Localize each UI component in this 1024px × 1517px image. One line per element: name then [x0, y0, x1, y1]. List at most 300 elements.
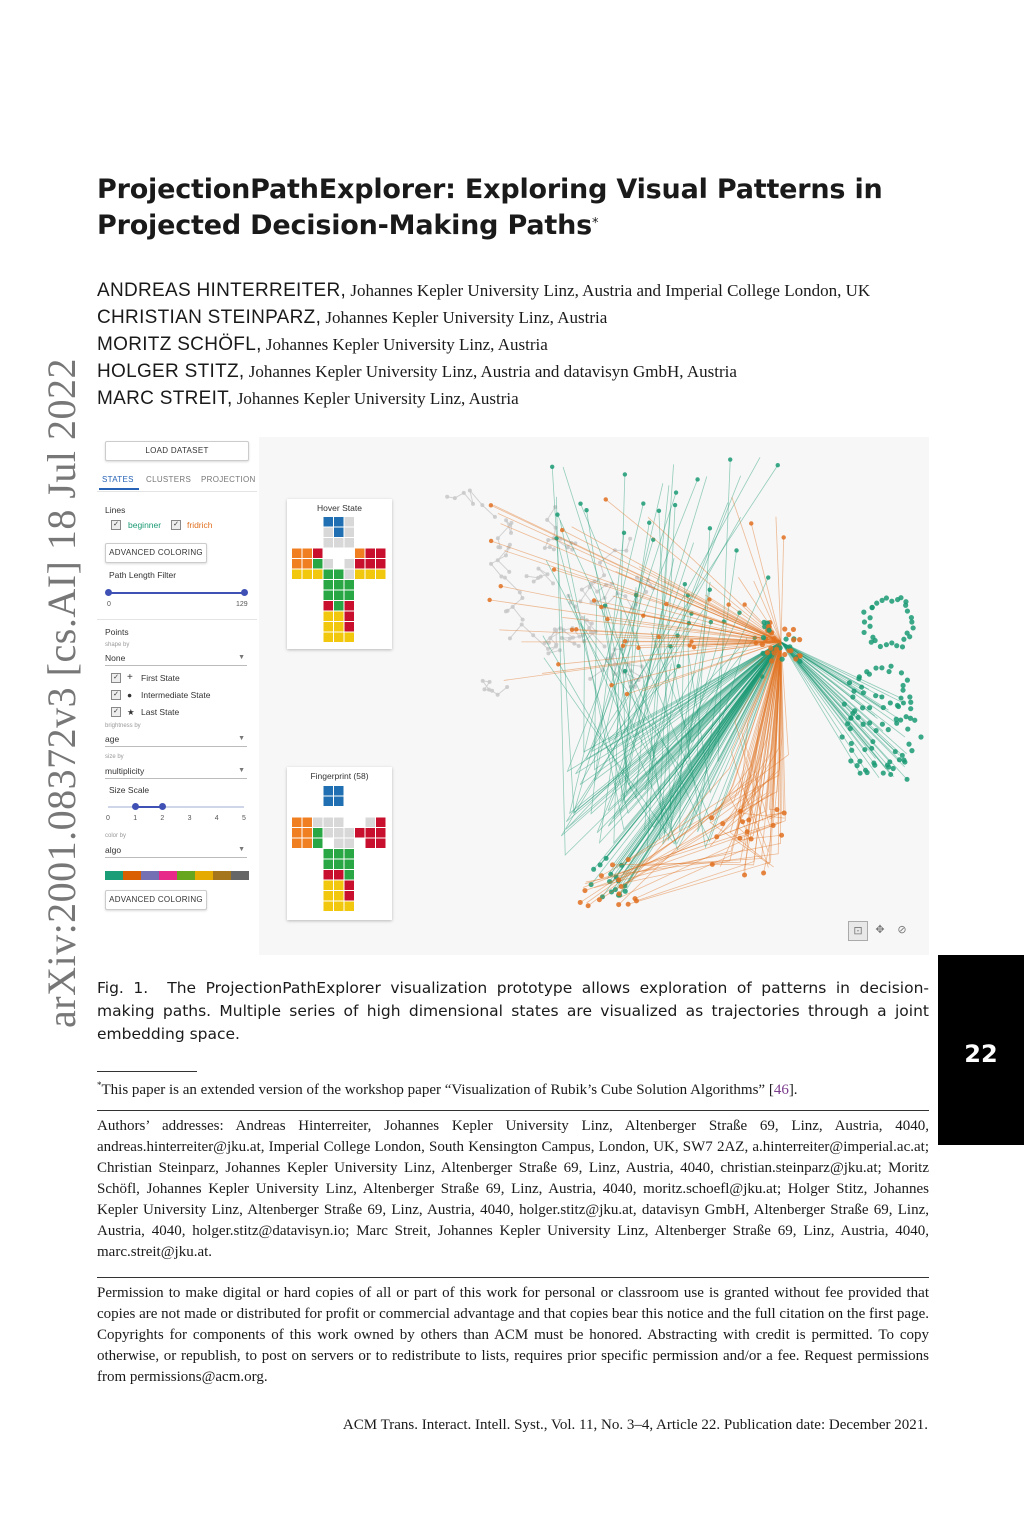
cube-sticker: [334, 849, 344, 859]
state-point[interactable]: [604, 497, 608, 501]
load-dataset-button[interactable]: LOAD DATASET: [105, 441, 249, 461]
state-point[interactable]: [481, 679, 485, 683]
state-point[interactable]: [761, 635, 766, 640]
state-point[interactable]: [619, 884, 624, 889]
state-point[interactable]: [900, 753, 905, 758]
state-point[interactable]: [582, 888, 587, 893]
state-point[interactable]: [911, 625, 916, 630]
state-point[interactable]: [786, 632, 791, 637]
state-point[interactable]: [889, 599, 894, 604]
state-point[interactable]: [599, 605, 603, 609]
state-point[interactable]: [873, 665, 878, 670]
state-point[interactable]: [546, 651, 550, 655]
state-point[interactable]: [849, 748, 854, 753]
state-point[interactable]: [578, 900, 583, 905]
fridrich-checkbox[interactable]: ✓: [171, 520, 181, 530]
state-point[interactable]: [487, 598, 491, 602]
state-point[interactable]: [898, 595, 903, 600]
state-point[interactable]: [900, 644, 905, 649]
state-point[interactable]: [776, 463, 780, 467]
select-tool-icon[interactable]: ⊡: [848, 921, 868, 941]
state-point[interactable]: [872, 763, 877, 768]
cube-sticker: [334, 622, 344, 632]
state-point[interactable]: [605, 617, 609, 621]
state-point[interactable]: [626, 902, 631, 907]
fridrich-label: fridrich: [187, 520, 213, 530]
state-point[interactable]: [609, 683, 613, 687]
state-point[interactable]: [782, 626, 787, 631]
cube-sticker: [303, 828, 313, 838]
brightness-by-select[interactable]: age ▼: [105, 732, 247, 747]
state-point[interactable]: [616, 902, 621, 907]
state-point[interactable]: [791, 627, 796, 632]
state-point[interactable]: [894, 643, 899, 648]
state-point[interactable]: [578, 501, 582, 505]
state-point[interactable]: [511, 605, 515, 609]
palette-swatch[interactable]: [213, 871, 231, 880]
state-point[interactable]: [858, 771, 863, 776]
palette-swatch[interactable]: [123, 871, 141, 880]
path-min-value: 0: [107, 601, 111, 608]
cube-sticker: [376, 818, 386, 828]
state-point[interactable]: [574, 627, 578, 631]
state-point[interactable]: [597, 897, 602, 902]
state-point[interactable]: [482, 687, 486, 691]
last-state-checkbox[interactable]: ✓: [111, 707, 121, 717]
state-point[interactable]: [909, 619, 914, 624]
cube-sticker: [324, 828, 334, 838]
state-point[interactable]: [599, 873, 604, 878]
tab-clusters[interactable]: CLUSTERS: [146, 475, 192, 484]
citation-link[interactable]: 46: [773, 1082, 789, 1098]
state-point[interactable]: [525, 574, 529, 578]
state-point[interactable]: [900, 683, 905, 688]
path-length-max-handle[interactable]: [241, 589, 248, 596]
state-point[interactable]: [798, 653, 803, 658]
state-point[interactable]: [791, 637, 796, 642]
trajectory-path[interactable]: [491, 545, 510, 577]
state-point[interactable]: [584, 508, 588, 512]
cube-sticker: [334, 828, 344, 838]
state-point[interactable]: [546, 572, 550, 576]
state-point[interactable]: [900, 688, 905, 693]
state-point[interactable]: [905, 777, 910, 782]
state-point[interactable]: [867, 624, 872, 629]
state-point[interactable]: [896, 704, 901, 709]
state-point[interactable]: [554, 644, 558, 648]
state-point[interactable]: [508, 636, 512, 640]
state-point[interactable]: [577, 634, 581, 638]
state-point[interactable]: [905, 608, 910, 613]
state-point[interactable]: [851, 689, 856, 694]
state-point[interactable]: [867, 720, 872, 725]
state-point[interactable]: [591, 867, 596, 872]
state-point[interactable]: [707, 597, 711, 601]
state-point[interactable]: [781, 535, 785, 539]
state-point[interactable]: [636, 646, 640, 650]
state-point[interactable]: [647, 521, 651, 525]
state-point[interactable]: [586, 903, 591, 908]
cube-sticker: [355, 839, 365, 849]
state-point[interactable]: [556, 662, 560, 666]
state-point[interactable]: [546, 538, 550, 542]
state-point[interactable]: [891, 766, 896, 771]
state-point[interactable]: [847, 680, 852, 685]
state-point[interactable]: [708, 526, 712, 530]
chevron-down-icon: ▼: [238, 767, 245, 774]
state-point[interactable]: [868, 615, 873, 620]
state-point[interactable]: [674, 490, 678, 494]
size-scale-range: [135, 806, 162, 808]
state-point[interactable]: [499, 584, 503, 588]
state-point[interactable]: [782, 652, 787, 657]
state-point[interactable]: [623, 472, 627, 476]
palette-swatch[interactable]: [141, 871, 159, 880]
state-point[interactable]: [548, 636, 552, 640]
state-point[interactable]: [532, 579, 536, 583]
advanced-coloring-button-2[interactable]: ADVANCED COLORING: [105, 890, 207, 910]
state-point[interactable]: [616, 877, 621, 882]
state-point[interactable]: [783, 636, 788, 641]
state-point[interactable]: [880, 722, 885, 727]
state-point[interactable]: [870, 635, 875, 640]
state-point[interactable]: [548, 545, 552, 549]
state-point[interactable]: [506, 609, 510, 613]
palette-swatch[interactable]: [231, 871, 249, 880]
state-point[interactable]: [867, 672, 872, 677]
state-point[interactable]: [539, 575, 543, 579]
state-point[interactable]: [728, 457, 732, 461]
beginner-checkbox[interactable]: ✓: [111, 520, 121, 530]
state-point[interactable]: [894, 717, 899, 722]
state-point[interactable]: [531, 633, 535, 637]
state-point[interactable]: [878, 644, 883, 649]
state-point[interactable]: [726, 602, 730, 606]
state-point[interactable]: [848, 726, 853, 731]
state-point[interactable]: [905, 726, 910, 731]
state-point[interactable]: [888, 700, 893, 705]
state-point[interactable]: [628, 537, 632, 541]
first-state-checkbox[interactable]: ✓: [111, 673, 121, 683]
state-point[interactable]: [768, 646, 773, 651]
state-point[interactable]: [797, 659, 802, 664]
state-point[interactable]: [520, 622, 524, 626]
state-point[interactable]: [874, 601, 879, 606]
state-point[interactable]: [860, 705, 865, 710]
state-point[interactable]: [598, 561, 602, 565]
state-point[interactable]: [621, 644, 625, 648]
tab-projection[interactable]: PROJECTION: [201, 475, 256, 484]
path-length-slider[interactable]: [108, 592, 244, 594]
cube-sticker: [345, 839, 355, 849]
state-point[interactable]: [865, 770, 870, 775]
state-point[interactable]: [897, 757, 902, 762]
palette-swatch[interactable]: [159, 871, 177, 880]
state-point[interactable]: [848, 715, 853, 720]
state-point[interactable]: [901, 700, 906, 705]
state-point[interactable]: [489, 539, 493, 543]
state-point[interactable]: [488, 680, 492, 684]
state-point[interactable]: [742, 872, 747, 877]
state-point[interactable]: [616, 891, 621, 896]
cube-sticker: [324, 870, 334, 880]
state-point[interactable]: [906, 742, 911, 747]
state-point[interactable]: [545, 518, 549, 522]
trajectory-path[interactable]: [547, 507, 572, 549]
state-point[interactable]: [862, 619, 867, 624]
state-point[interactable]: [849, 741, 854, 746]
state-point[interactable]: [610, 862, 615, 867]
author-line: MARC STREIT, Johannes Kepler University Linz, Austria: [97, 388, 519, 409]
state-point[interactable]: [907, 634, 912, 639]
cube-sticker: [324, 601, 334, 611]
state-point[interactable]: [641, 501, 645, 505]
state-point[interactable]: [861, 610, 866, 615]
state-point[interactable]: [898, 717, 903, 722]
state-point[interactable]: [761, 871, 766, 876]
state-point[interactable]: [536, 567, 540, 571]
state-point[interactable]: [903, 603, 908, 608]
state-point[interactable]: [489, 562, 493, 566]
state-point[interactable]: [625, 692, 629, 696]
cube-sticker: [292, 828, 302, 838]
state-point[interactable]: [766, 575, 770, 579]
pan-tool-icon[interactable]: ✥: [875, 923, 885, 936]
state-point[interactable]: [918, 734, 923, 739]
state-point[interactable]: [760, 642, 765, 647]
state-point[interactable]: [884, 595, 889, 600]
state-point[interactable]: [840, 734, 845, 739]
cube-sticker: [376, 570, 386, 580]
state-point[interactable]: [468, 488, 472, 492]
state-point[interactable]: [912, 718, 917, 723]
state-point[interactable]: [504, 553, 508, 557]
state-point[interactable]: [867, 705, 872, 710]
state-point[interactable]: [588, 677, 592, 681]
state-point[interactable]: [490, 689, 494, 693]
tab-states[interactable]: STATES: [102, 475, 134, 484]
state-point[interactable]: [552, 547, 556, 551]
state-point[interactable]: [570, 628, 574, 632]
state-point[interactable]: [644, 590, 648, 594]
trajectory-path[interactable]: [546, 560, 883, 754]
cube-sticker: [292, 839, 302, 849]
state-point[interactable]: [520, 596, 524, 600]
state-point[interactable]: [886, 764, 891, 769]
state-point[interactable]: [869, 640, 874, 645]
state-point[interactable]: [445, 495, 449, 499]
size-tick-label: 4: [214, 815, 219, 822]
cube-sticker: [334, 580, 344, 590]
state-point[interactable]: [505, 685, 509, 689]
last-state-label: Last State: [141, 707, 180, 717]
state-point[interactable]: [879, 665, 884, 670]
hover-state-card: [287, 499, 392, 649]
size-by-select[interactable]: multiplicity ▼: [105, 764, 247, 779]
state-point[interactable]: [769, 658, 774, 663]
state-point[interactable]: [623, 669, 627, 673]
state-point[interactable]: [462, 491, 466, 495]
clear-selection-icon[interactable]: ⊘: [897, 923, 907, 936]
state-point[interactable]: [861, 630, 866, 635]
state-point[interactable]: [842, 702, 847, 707]
state-point[interactable]: [856, 715, 861, 720]
state-point[interactable]: [857, 759, 862, 764]
state-point[interactable]: [899, 696, 904, 701]
state-point[interactable]: [489, 503, 493, 507]
state-point[interactable]: [480, 503, 484, 507]
trajectory-path[interactable]: [510, 624, 560, 653]
state-point[interactable]: [507, 570, 511, 574]
state-point[interactable]: [779, 833, 784, 838]
state-point[interactable]: [560, 528, 564, 532]
state-point[interactable]: [771, 636, 776, 641]
cube-sticker: [334, 839, 344, 849]
state-point[interactable]: [623, 639, 627, 643]
state-point[interactable]: [471, 502, 475, 506]
state-point[interactable]: [901, 637, 906, 642]
state-point[interactable]: [881, 770, 886, 775]
state-point[interactable]: [869, 605, 874, 610]
state-point[interactable]: [632, 896, 637, 901]
state-point[interactable]: [552, 567, 556, 571]
size-scale-slider[interactable]: [108, 806, 244, 808]
cube-sticker: [345, 517, 355, 527]
state-point[interactable]: [518, 590, 522, 594]
state-point[interactable]: [509, 521, 513, 525]
author-list: [97, 277, 957, 412]
state-point[interactable]: [568, 637, 572, 641]
state-point[interactable]: [845, 721, 850, 726]
state-point[interactable]: [551, 581, 555, 585]
state-point[interactable]: [899, 670, 904, 675]
state-point[interactable]: [623, 594, 627, 598]
cube-sticker: [366, 818, 376, 828]
palette-swatch[interactable]: [105, 871, 123, 880]
state-point[interactable]: [861, 690, 866, 695]
state-point[interactable]: [493, 515, 497, 519]
state-point[interactable]: [499, 574, 503, 578]
state-point[interactable]: [780, 657, 785, 662]
cube-sticker: [334, 786, 344, 796]
trajectory-path[interactable]: [483, 681, 507, 695]
state-point[interactable]: [498, 545, 502, 549]
palette-swatch[interactable]: [177, 871, 195, 880]
size-scale-min-handle[interactable]: [132, 803, 139, 810]
path-length-min-handle[interactable]: [105, 589, 112, 596]
state-point[interactable]: [592, 598, 596, 602]
state-point[interactable]: [797, 637, 802, 642]
state-point[interactable]: [543, 546, 547, 550]
state-point[interactable]: [861, 722, 866, 727]
trajectory-path[interactable]: [505, 578, 523, 620]
palette-swatch[interactable]: [195, 871, 213, 880]
color-by-select[interactable]: algo ▼: [105, 843, 247, 858]
advanced-coloring-button[interactable]: ADVANCED COLORING: [105, 543, 207, 563]
state-point[interactable]: [657, 509, 661, 513]
state-point[interactable]: [765, 650, 770, 655]
state-point[interactable]: [873, 693, 878, 698]
state-point[interactable]: [888, 664, 893, 669]
state-point[interactable]: [856, 676, 861, 681]
cube-sticker: [366, 559, 376, 569]
state-point[interactable]: [850, 711, 855, 716]
cube-sticker: [324, 633, 334, 643]
state-point[interactable]: [788, 648, 793, 653]
state-point[interactable]: [907, 694, 912, 699]
state-point[interactable]: [889, 640, 894, 645]
state-point[interactable]: [854, 763, 859, 768]
state-point[interactable]: [909, 748, 914, 753]
state-point[interactable]: [504, 518, 508, 522]
state-point[interactable]: [496, 693, 500, 697]
state-point[interactable]: [905, 678, 910, 683]
state-point[interactable]: [657, 635, 661, 639]
state-point[interactable]: [879, 694, 884, 699]
state-point[interactable]: [873, 728, 878, 733]
state-point[interactable]: [496, 558, 500, 562]
state-point[interactable]: [590, 622, 594, 626]
state-point[interactable]: [577, 644, 581, 648]
state-point[interactable]: [622, 531, 626, 535]
state-point[interactable]: [734, 548, 738, 552]
cube-sticker: [345, 828, 355, 838]
state-point[interactable]: [909, 615, 914, 620]
state-point[interactable]: [886, 727, 891, 732]
intermediate-state-checkbox[interactable]: ✓: [111, 690, 121, 700]
cube-sticker: [324, 549, 334, 559]
state-point[interactable]: [774, 647, 779, 652]
state-point[interactable]: [673, 503, 677, 507]
state-point[interactable]: [908, 700, 913, 705]
state-point[interactable]: [496, 536, 500, 540]
state-point[interactable]: [908, 706, 913, 711]
state-point[interactable]: [521, 618, 525, 622]
cube-sticker: [292, 549, 302, 559]
fingerprint-cube-net: [287, 767, 392, 920]
size-scale-max-handle[interactable]: [159, 803, 166, 810]
cube-sticker: [345, 601, 355, 611]
shape-by-select[interactable]: None ▼: [105, 651, 247, 666]
state-point[interactable]: [886, 669, 891, 674]
state-point[interactable]: [850, 694, 855, 699]
state-point[interactable]: [595, 590, 599, 594]
state-point[interactable]: [555, 512, 559, 516]
state-point[interactable]: [884, 642, 889, 647]
state-point[interactable]: [683, 582, 687, 586]
state-point[interactable]: [848, 758, 853, 763]
state-point[interactable]: [888, 772, 893, 777]
cube-sticker: [313, 570, 323, 580]
state-point[interactable]: [771, 823, 776, 828]
state-point[interactable]: [453, 496, 457, 500]
cube-sticker: [324, 622, 334, 632]
state-point[interactable]: [603, 645, 607, 649]
state-point[interactable]: [902, 759, 907, 764]
cube-sticker: [345, 549, 355, 559]
state-point[interactable]: [602, 573, 606, 577]
rule: [97, 1277, 929, 1278]
state-point[interactable]: [695, 477, 699, 481]
state-point[interactable]: [767, 628, 772, 633]
state-point[interactable]: [624, 549, 628, 553]
state-point[interactable]: [749, 521, 753, 525]
state-point[interactable]: [580, 588, 584, 592]
state-point[interactable]: [509, 531, 513, 535]
state-point[interactable]: [503, 576, 507, 580]
state-point[interactable]: [550, 465, 554, 469]
state-point[interactable]: [881, 705, 886, 710]
